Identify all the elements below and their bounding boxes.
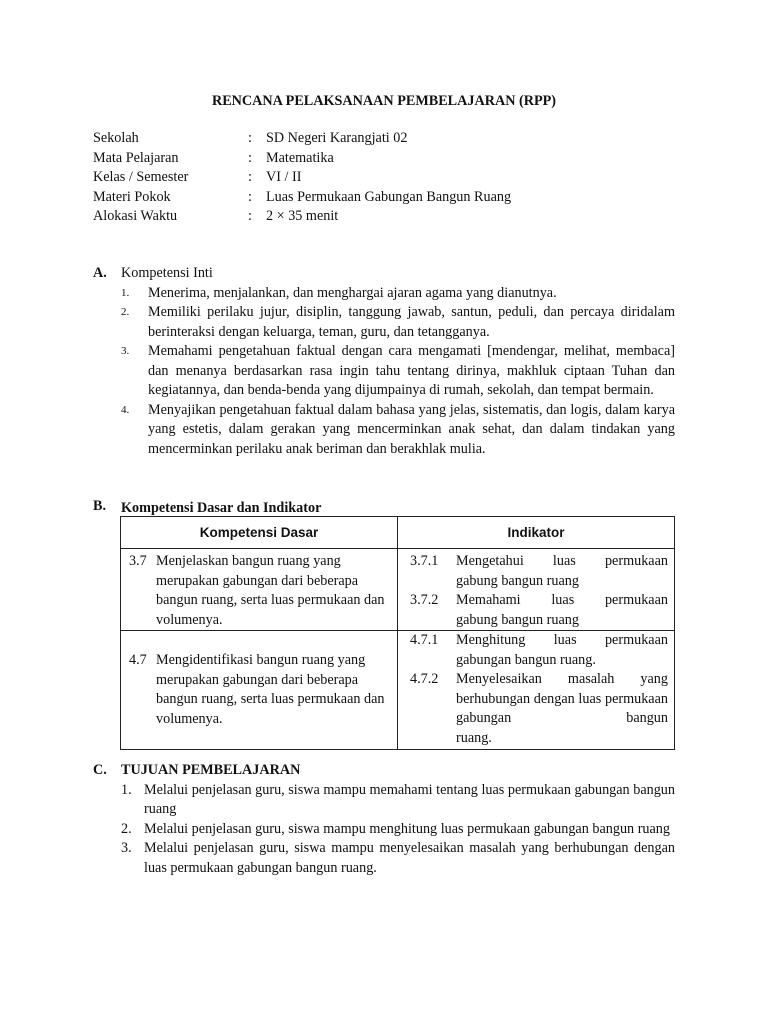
list-item xyxy=(93,781,675,820)
section-title: TUJUAN PEMBELAJARAN xyxy=(121,762,301,778)
table-header-kd: Kompetensi Dasar xyxy=(121,517,398,549)
table-row xyxy=(121,631,675,750)
meta-key: Mata Pelajaran xyxy=(93,149,179,166)
indicator-text-wrap xyxy=(456,670,668,748)
section-letter: C. xyxy=(93,762,107,778)
list-text: Melalui penjelasan guru, siswa mampu memahami tentang luas permukaan gabungan bangun ruang xyxy=(144,781,675,817)
list-text: Melalui penjelasan guru, siswa mampu menyelesaikan masalah yang berhubungan dengan luas permukaan gabungan bangun ruang. xyxy=(144,840,675,876)
list-text: Memiliki perilaku jujur, disiplin, tanggung jawab, santun, peduli, dan percaya diridalam berinteraksi dengan keluarga, teman, guru, dan tetangganya. xyxy=(148,304,675,340)
indicator-number: 4.7.2 xyxy=(410,671,439,687)
meta-colon: : xyxy=(248,169,252,185)
meta-row-time xyxy=(93,207,693,227)
list-item xyxy=(93,820,675,840)
competency-table xyxy=(120,516,675,750)
meta-value: SD Negeri Karangjati 02 xyxy=(266,130,408,146)
indicator-number: 4.7.1 xyxy=(410,632,439,648)
indicator-cell xyxy=(398,631,675,750)
meta-colon: : xyxy=(248,149,252,166)
table-header-indikator: Indikator xyxy=(398,517,675,549)
indicator-item xyxy=(398,552,674,591)
list-number: 3. xyxy=(121,840,132,856)
section-letter: B. xyxy=(93,498,107,514)
meta-value: Matematika xyxy=(266,149,334,166)
indicator-text-cont: ruang. xyxy=(456,729,492,746)
meta-key: Sekolah xyxy=(93,130,139,146)
kd-cell xyxy=(121,549,398,631)
kd-item xyxy=(121,651,397,729)
list-item xyxy=(93,342,675,401)
kd-text: Mengidentifikasi bangun ruang yang merupakan gabungan dari beberapa bangun ruang, serta luas permukaan dan volumenya. xyxy=(156,652,385,727)
indicator-text-wrap xyxy=(456,591,668,630)
list-text: Melalui penjelasan guru, siswa mampu menghitung luas permukaan gabungan bangun ruang xyxy=(144,820,670,837)
indicator-cell xyxy=(398,549,675,631)
section-c-heading xyxy=(93,761,675,781)
list-item xyxy=(93,303,675,342)
kd-number: 4.7 xyxy=(129,652,147,668)
list-number: 3. xyxy=(121,345,130,357)
tujuan-list xyxy=(93,781,675,879)
table-row xyxy=(121,549,675,631)
meta-value: VI / II xyxy=(266,169,302,185)
kompetensi-inti-list xyxy=(93,284,675,460)
indicator-number: 3.7.1 xyxy=(410,553,439,569)
indicator-text: Menghitung luas permukaan xyxy=(456,632,668,648)
kd-text: Menjelaskan bangun ruang yang merupakan gabungan dari beberapa bangun ruang, serta luas permukaan dan volumenya. xyxy=(156,553,385,628)
indicator-text-wrap xyxy=(456,631,668,670)
meta-key: Alokasi Waktu xyxy=(93,208,178,224)
meta-value: Luas Permukaan Gabungan Bangun Ruang xyxy=(266,188,512,205)
section-c xyxy=(93,761,675,878)
list-number: 2. xyxy=(121,820,132,837)
section-a xyxy=(93,264,675,459)
indicator-item xyxy=(398,631,674,670)
list-text: Memahami pengetahuan faktual dengan cara mengamati [mendengar, melihat, membaca] dan menanya berdasarkan rasa ingin tahu tentang dirinya, makhluk ciptaan Tuhan dan kegiatannya, dan benda-benda yang dijumpainya di rumah, sekolah, dan tempat bermain. xyxy=(148,343,675,398)
list-item xyxy=(93,401,675,460)
meta-colon: : xyxy=(248,130,252,146)
kd-cell xyxy=(121,631,398,750)
list-text: Menerima, menjalankan, dan menghargai ajaran agama yang dianutnya. xyxy=(148,284,557,301)
kd-item xyxy=(121,552,397,630)
document-meta xyxy=(93,129,693,227)
list-number: 2. xyxy=(121,306,130,318)
section-b xyxy=(93,497,675,517)
indicator-text: Memahami luas permukaan xyxy=(456,592,668,608)
table-header-row xyxy=(121,517,675,549)
section-a-heading xyxy=(93,264,675,284)
section-letter: A. xyxy=(93,265,107,281)
indicator-text-cont: gabungan bangun ruang. xyxy=(456,651,596,668)
list-item xyxy=(93,839,675,878)
section-title: Kompetensi Dasar dan Indikator xyxy=(121,500,322,516)
indicator-text: Mengetahui luas permukaan xyxy=(456,553,668,569)
list-number: 1. xyxy=(121,286,130,299)
indicator-number: 3.7.2 xyxy=(410,592,439,608)
list-number: 4. xyxy=(121,403,130,416)
indicator-item xyxy=(398,591,674,630)
meta-row-school xyxy=(93,129,693,149)
meta-row-subject xyxy=(93,149,693,169)
section-title: Kompetensi Inti xyxy=(121,265,213,281)
meta-colon: : xyxy=(248,208,252,224)
meta-row-class xyxy=(93,168,693,188)
list-item xyxy=(93,284,675,304)
section-b-heading xyxy=(93,497,675,517)
list-number: 1. xyxy=(121,781,132,798)
indicator-item xyxy=(398,670,674,748)
indicator-text: Menyelesaikan masalah yang berhubungan dengan luas permukaan gabungan bangun xyxy=(456,671,668,726)
meta-key: Kelas / Semester xyxy=(93,169,189,185)
meta-key: Materi Pokok xyxy=(93,188,171,205)
document-title: RENCANA PELAKSANAAN PEMBELAJARAN (RPP) xyxy=(211,93,557,109)
meta-colon: : xyxy=(248,188,252,205)
list-text: Menyajikan pengetahuan faktual dalam bahasa yang jelas, sistematis, dan logis, dalam karya yang estetis, dalam gerakan yang mencerminkan anak sehat, dan dalam tindakan yang mencerminkan perilaku anak beriman dan berakhlak mulia. xyxy=(148,401,675,457)
indicator-text-wrap xyxy=(456,552,668,591)
meta-row-topic xyxy=(93,188,693,208)
kd-number: 3.7 xyxy=(129,553,147,569)
indicator-text-cont: gabung bangun ruang xyxy=(456,572,579,589)
meta-value: 2 × 35 menit xyxy=(266,208,339,224)
indicator-text-cont: gabung bangun ruang xyxy=(456,611,579,628)
